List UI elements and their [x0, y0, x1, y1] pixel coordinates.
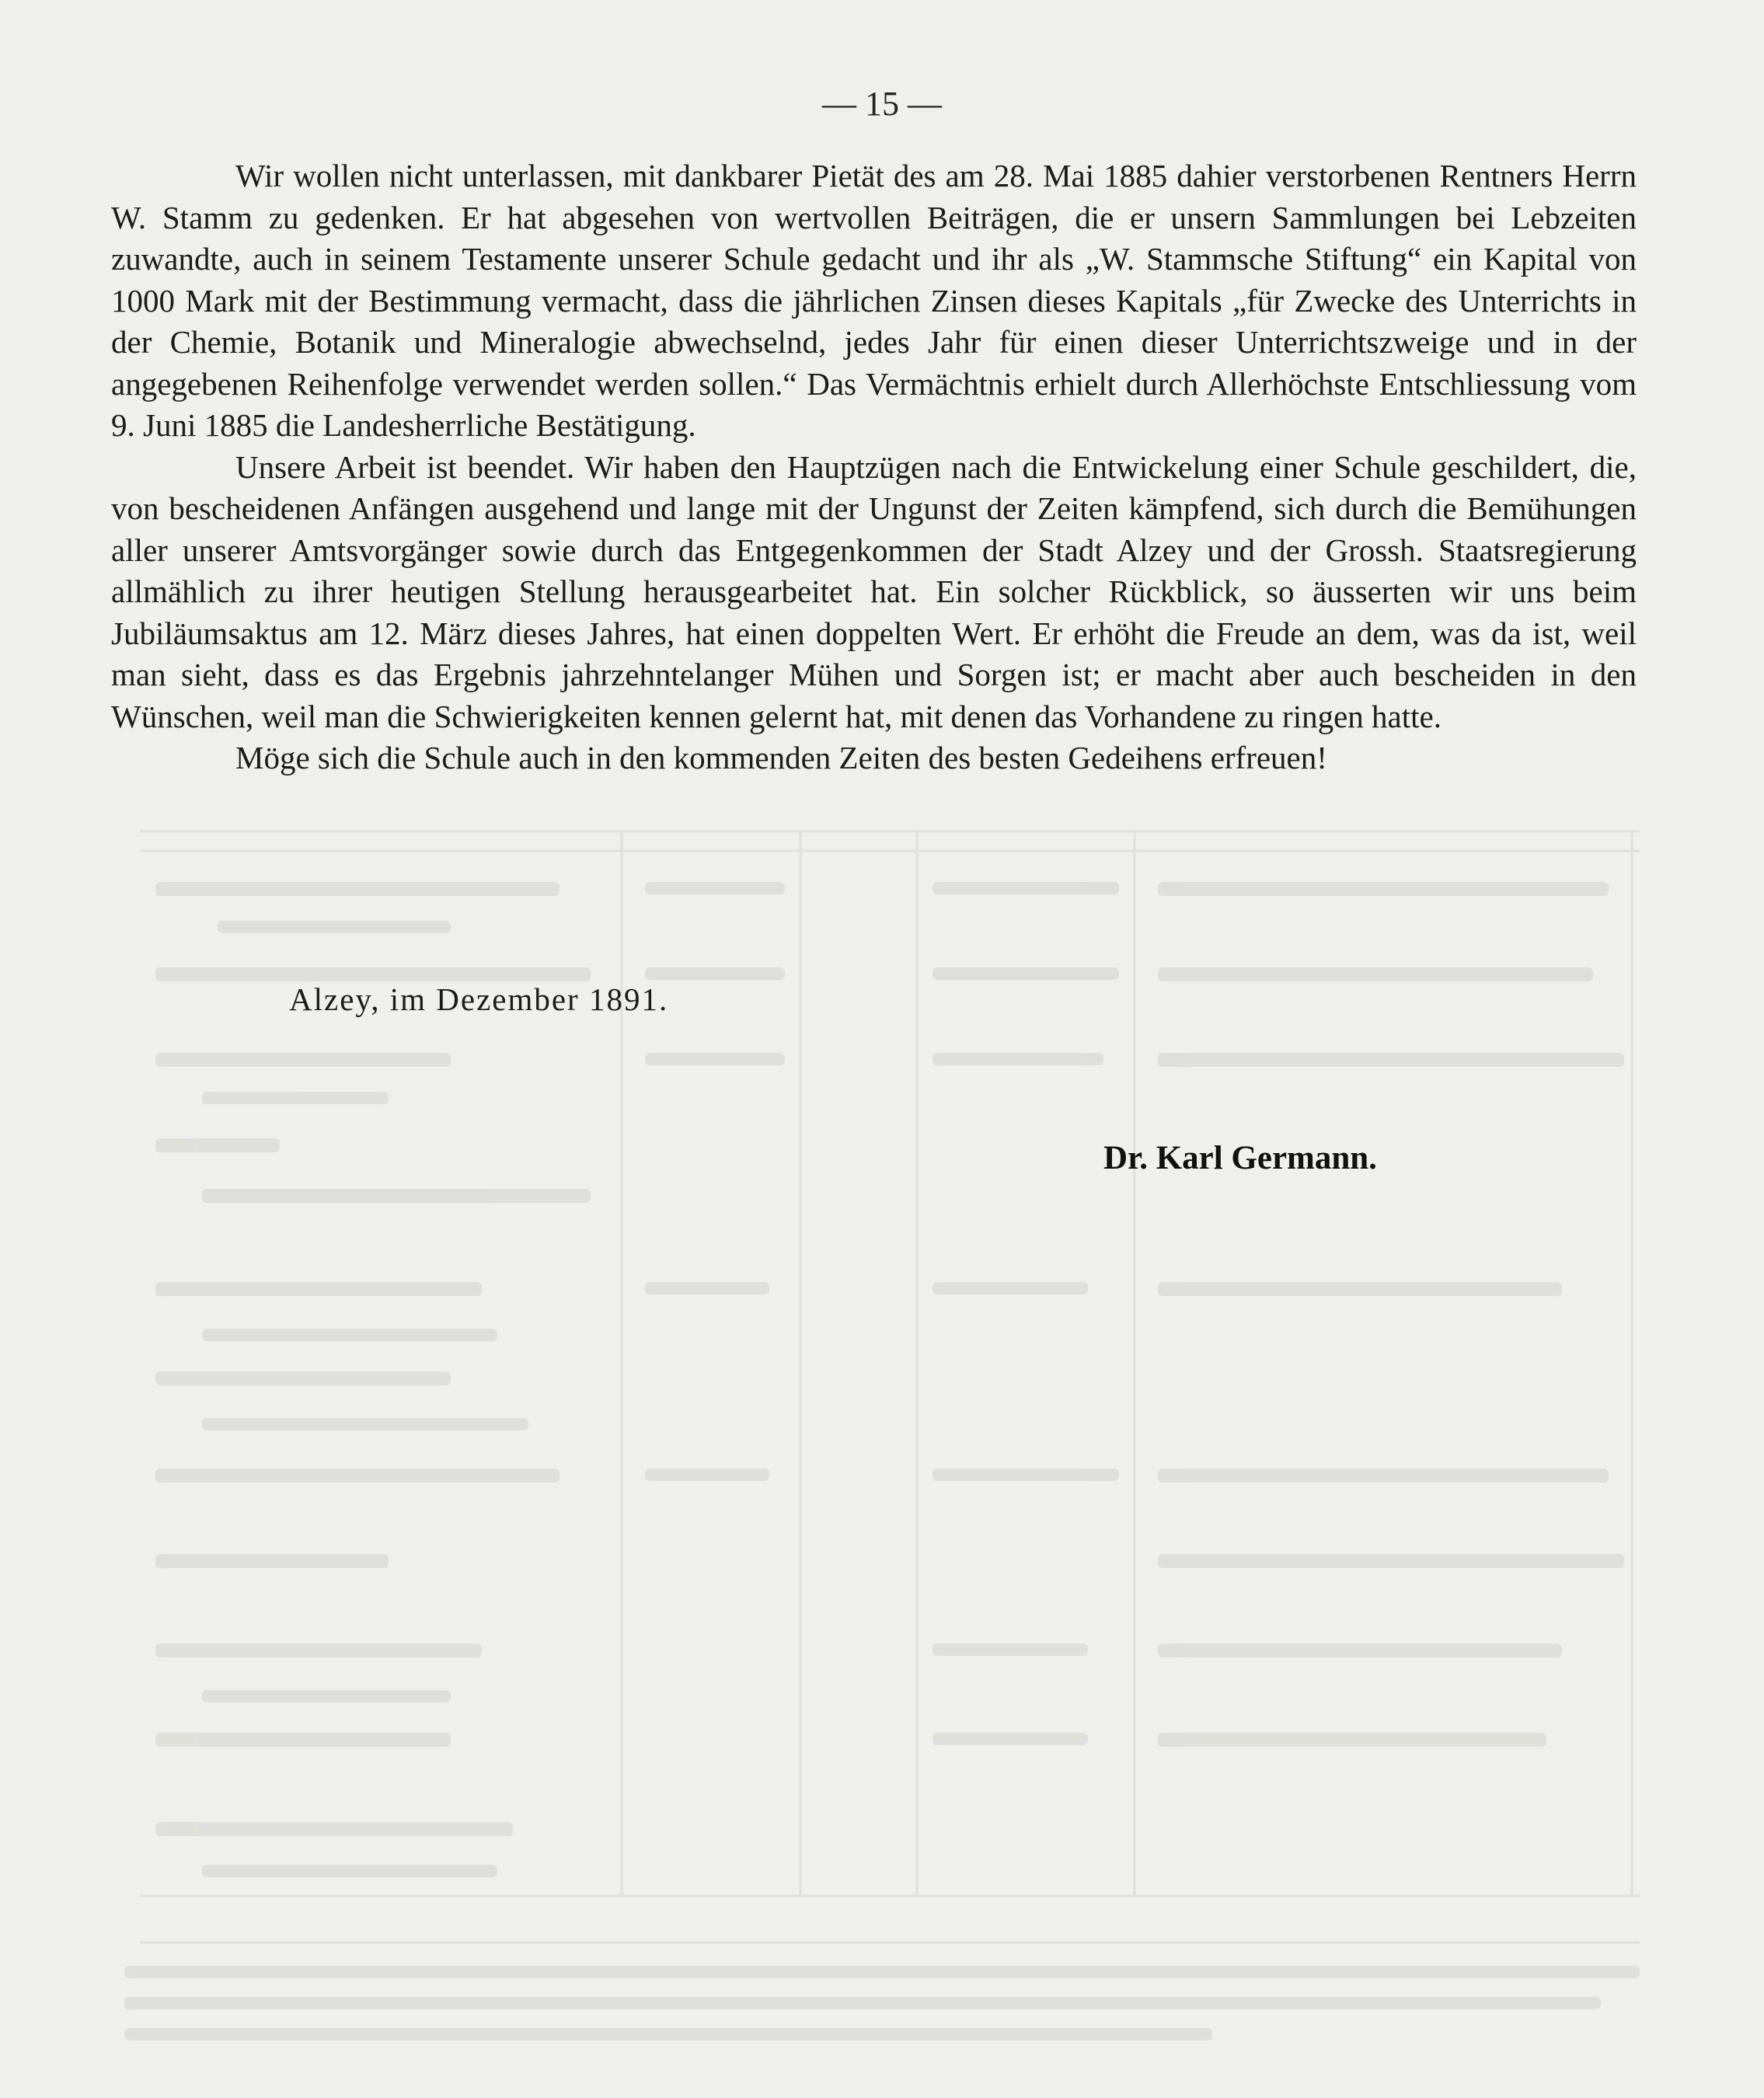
place-and-date: Alzey, im Dezember 1891. — [289, 981, 669, 1017]
paragraph-stamm-foundation: Wir wollen nicht unterlassen, mit dankbarer Pietät des am 28. Mai 1885 dahier verstorbenen Rentners Herrn W. Stamm zu gedenken. Er hat abgesehen von wertvollen Beiträgen, die er unsern Sammlungen bei Lebzeiten zuwandte, auch in seinem Testamente unserer Schule gedacht und ihr als „W. Stammsche Stiftung“ ein Kapital von 1000 Mark mit der Bestimmung vermacht, dass die jährlichen Zinsen dieses Kapitals „für Zwecke des Unterrichts in der Chemie, Botanik und Mineralogie abwechselnd, jedes Jahr für einen dieser Unterrichtszweige und in der angegebenen Reihenfolge verwendet werden sollen.“ Das Vermächtnis erhielt durch Allerhöchste Entschliessung vom 9. Juni 1885 die Landesherrliche Bestätigung. — [111, 158, 1637, 443]
author-signature: Dr. Karl Germann. — [1103, 1140, 1377, 1176]
body-text — [111, 155, 1637, 779]
paragraph-conclusion: Unsere Arbeit ist beendet. Wir haben den Hauptzügen nach die Entwickelung einer Schule geschildert, die, von bescheidenen Anfängen ausgehend und lange mit der Ungunst der Zeiten kämpfend, sich durch die Bemühungen aller unserer Amtsvorgänger sowie durch das Entgegenkommen der Stadt Alzey und der Grossh. Staatsregierung allmählich zu ihrer heutigen Stellung herausgearbeitet hat. Ein solcher Rückblick, so äusserten wir uns beim Jubiläumsaktus am 12. März dieses Jahres, hat einen doppelten Wert. Er erhöht die Freude an dem, was da ist, weil man sieht, dass es das Ergebnis jahrzehntelanger Mühen und Sorgen ist; er macht aber auch bescheiden in den Wünschen, weil man die Schwierigkeiten kennen gelernt hat, mit denen das Vorhandene zu ringen hatte. — [111, 448, 1637, 734]
page-number: — 15 — — [822, 85, 942, 123]
paragraph-closing-wish: Möge sich die Schule auch in den kommenden Zeiten des besten Gedeihens erfreuen! — [235, 740, 1327, 775]
